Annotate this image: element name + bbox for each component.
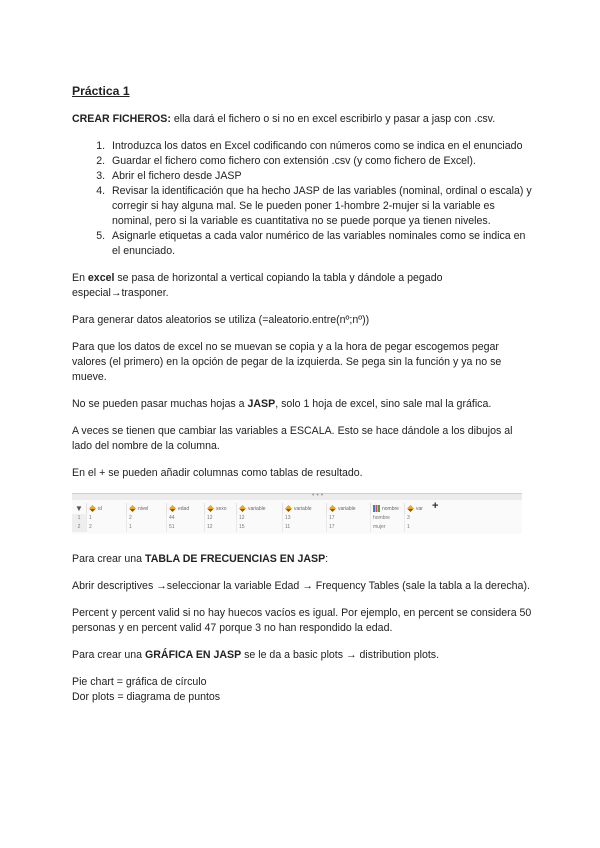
hojas-text-post: , solo 1 hoja de excel, sino sale mal la gráfica. — [275, 398, 492, 410]
column-label: variable — [338, 505, 356, 512]
step-item: 1. Introduzca los datos en Excel codificando con números como se indica en el enunciado — [108, 139, 534, 154]
pie-chart-line: Pie chart = gráfica de círculo — [72, 676, 207, 688]
percent-paragraph: Percent y percent valid si no hay huecos vacíos es igual. Por ejemplo, en percent se considera 50 personas y en percent valid 47 porque 3 no han respondido la edad. — [72, 607, 532, 634]
descriptives-paragraph: Abrir descriptives →seleccionar la variable Edad → Frequency Tables (sale la tabla a la derecha). — [72, 580, 530, 592]
screenshot-handle: • • • — [312, 492, 324, 499]
column-label: id — [98, 505, 102, 512]
table-cell: 1 — [404, 523, 430, 532]
column-header — [204, 503, 236, 514]
columnas-paragraph: En el + se pueden añadir columnas como tablas de resultado. — [72, 467, 363, 479]
excel-bold: excel — [87, 272, 115, 284]
pencil-icon — [329, 505, 336, 512]
table-cell: 1 — [86, 514, 126, 523]
crear-ficheros-paragraph — [72, 112, 534, 127]
grafica-text-post: se le da a basic plots → distribution plots. — [241, 649, 440, 661]
column-header — [326, 503, 370, 514]
column-label: variable — [248, 505, 266, 512]
frec-text-pre: Para crear una — [72, 553, 146, 565]
table-cell: 12 — [204, 523, 236, 532]
column-header — [370, 503, 404, 514]
crear-ficheros-label: CREAR FICHEROS: — [72, 113, 171, 125]
column-label: var — [416, 505, 423, 512]
hojas-bold: JASP — [247, 398, 276, 410]
column-header — [166, 503, 204, 514]
copia-paragraph: Para que los datos de excel no se muevan se copia y a la hora de pegar escogemos pegar valores (el primero) en la opción de pegar de la izquierda. Se pega sin la función y ya no se mueve. — [72, 341, 502, 383]
pencil-icon — [89, 505, 96, 512]
table-row — [72, 523, 430, 532]
table-cell: 12 — [204, 514, 236, 523]
column-label: edad — [178, 505, 190, 512]
frec-bold: TABLA DE FRECUENCIAS EN JASP — [145, 553, 326, 565]
jasp-data-screenshot — [72, 493, 522, 534]
pencil-icon — [239, 505, 246, 512]
step-item: 4. Revisar la identificación que ha hecho JASP de las variables (nominal, ordinal o escala) y corregir si hay alguna mal. Se le pueden poner 1-hombre 2-mujer si la variable es nominal, pero si la variable es cuantitativa no se puede porque ya tienen niveles. — [108, 184, 534, 229]
column-label: nombre — [382, 505, 399, 512]
column-header — [86, 503, 126, 514]
column-header — [236, 503, 282, 514]
table-cell: 1 — [126, 523, 166, 532]
table-cell: 2 — [86, 523, 126, 532]
grafica-text-pre: Para crear una — [72, 649, 146, 661]
document-content — [72, 84, 534, 717]
page-title: Práctica 1 — [72, 84, 130, 98]
table-cell: 44 — [166, 514, 204, 523]
step-item: 3. Abrir el fichero desde JASP — [108, 169, 534, 184]
filter-icon: ▼ — [75, 504, 83, 513]
column-label: sexo — [216, 505, 227, 512]
pencil-icon — [129, 505, 136, 512]
table-cell: 11 — [282, 523, 326, 532]
column-label: variable — [294, 505, 312, 512]
step-item: 2. Guardar el fichero como fichero con extensión .csv (y como fichero de Excel). — [108, 154, 534, 169]
steps-list — [72, 139, 534, 259]
excel-paragraph — [72, 271, 534, 301]
table-cell: hombre — [370, 514, 404, 523]
pencil-icon — [285, 505, 292, 512]
excel-text-pre: En — [72, 272, 88, 284]
add-column-icon: + — [432, 500, 439, 512]
grafica-bold: GRÁFICA EN JASP — [145, 649, 242, 661]
row-number: 2 — [72, 523, 86, 532]
pencil-icon — [407, 505, 414, 512]
table-cell: mujer — [370, 523, 404, 532]
screenshot-toolbar — [72, 494, 522, 500]
escala-paragraph: A veces se tienen que cambiar las variables a ESCALA. Esto se hace dándole a los dibujos al lado del nombre de la columna. — [72, 425, 513, 452]
dot-plots-line: Dor plots = diagrama de puntos — [72, 691, 221, 703]
hojas-text-pre: No se pueden pasar muchas hojas a — [72, 398, 248, 410]
grafica-paragraph — [72, 648, 534, 663]
table-cell: 51 — [166, 523, 204, 532]
aleatorio-paragraph: Para generar datos aleatorios se utiliza (=aleatorio.entre(nº;nº)) — [72, 314, 370, 326]
crear-ficheros-text: ella dará el fichero o si no en excel escribirlo y pasar a jasp con .csv. — [170, 113, 496, 125]
table-cell: 17 — [326, 523, 370, 532]
table-cell: 17 — [326, 514, 370, 523]
frecuencias-paragraph — [72, 552, 534, 567]
table-cell: 15 — [236, 523, 282, 532]
column-header — [404, 503, 430, 514]
table-cell: 12 — [236, 514, 282, 523]
step-item: 5. Asignarle etiquetas a cada valor numérico de las variables nominales como se indica en el enunciado. — [108, 229, 534, 259]
pencil-icon — [207, 505, 214, 512]
column-header-row — [72, 503, 430, 514]
table-row — [72, 514, 430, 523]
table-cell: 3 — [404, 514, 430, 523]
excel-text-post: se pasa de horizontal a vertical copiando la tabla y dándole a pegado especial→trasponer. — [72, 272, 443, 299]
column-label: nivel — [138, 505, 149, 512]
frec-text-post: : — [325, 553, 329, 565]
hojas-paragraph — [72, 397, 534, 412]
column-header — [126, 503, 166, 514]
column-header — [282, 503, 326, 514]
pencil-icon — [169, 505, 176, 512]
row-number: 1 — [72, 514, 86, 523]
table-cell: 2 — [126, 514, 166, 523]
nominal-icon — [373, 505, 380, 512]
table-cell: 13 — [282, 514, 326, 523]
